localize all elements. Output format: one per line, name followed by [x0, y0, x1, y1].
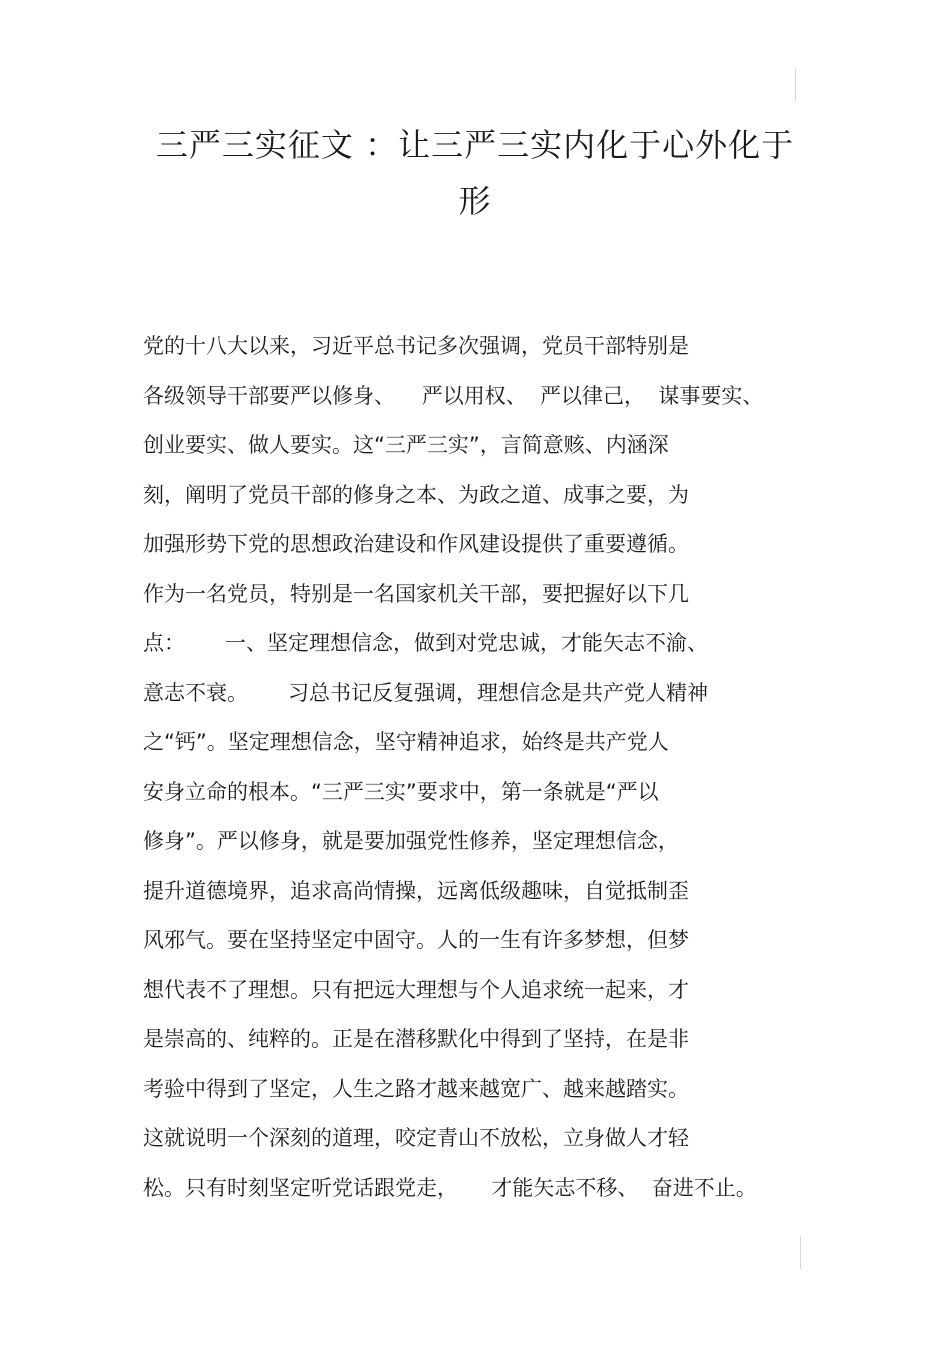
- body-line: 考验中得到了坚定，人生之路才越来越宽广、越来越踏实。: [143, 1076, 689, 1101]
- document-body: [143, 322, 843, 1213]
- bottom-right-edge-mark: [800, 1236, 801, 1269]
- top-right-edge-mark: [795, 68, 796, 101]
- body-line: 各级领导干部要严以修身、 严以用权、 严以律己， 谋事要实、: [143, 383, 764, 408]
- body-line: 想代表不了理想。只有把远大理想与个人追求统一起来，才: [143, 977, 689, 1002]
- body-line: 这就说明一个深刻的道理，咬定青山不放松，立身做人才轻: [143, 1126, 689, 1150]
- body-line: 修身”。严以修身，就是要加强党性修养，坚定理想信念，: [143, 829, 679, 853]
- body-line: 安身立命的根本。“三严三实”要求中，第一条就是“严以: [143, 779, 659, 804]
- body-line: 是崇高的、纯粹的。正是在潜移默化中得到了坚持，在是非: [143, 1027, 689, 1051]
- body-line: 党的十八大以来，习近平总书记多次强调，党员干部特别是: [143, 334, 689, 358]
- title-line-2: 形: [458, 182, 492, 220]
- body-line: 作为一名党员，特别是一名国家机关干部，要把握好以下几: [143, 581, 689, 606]
- document-title: [100, 117, 850, 229]
- body-line: 加强形势下党的思想政治建设和作风建设提供了重要遵循。: [143, 532, 689, 556]
- title-line-1: 三严三实征文 ：让三严三实内化于心外化于: [155, 126, 795, 164]
- body-line: 之“钙”。坚定理想信念，坚守精神追求，始终是共产党人: [143, 730, 669, 754]
- body-line: 创业要实、做人要实。这“三严三实”，言简意赅、内涵深: [143, 433, 669, 457]
- body-line: 松。只有时刻坚定听党话跟党走， 才能矢志不移、 奋进不止。: [143, 1175, 757, 1200]
- body-line: 意志不衰。 习总书记反复强调，理想信念是共产党人精神: [143, 680, 709, 705]
- body-line: 风邪气。要在坚持坚定中固守。人的一生有许多梦想，但梦: [143, 928, 689, 952]
- body-line: 点： 一、坚定理想信念，做到对党忠诚，才能矢志不渝、: [143, 631, 709, 655]
- body-line: 刻，阐明了党员干部的修身之本、为政之道、成事之要，为: [143, 482, 689, 507]
- body-line: 提升道德境界，追求高尚情操，远离低级趣味，自觉抵制歪: [143, 878, 689, 903]
